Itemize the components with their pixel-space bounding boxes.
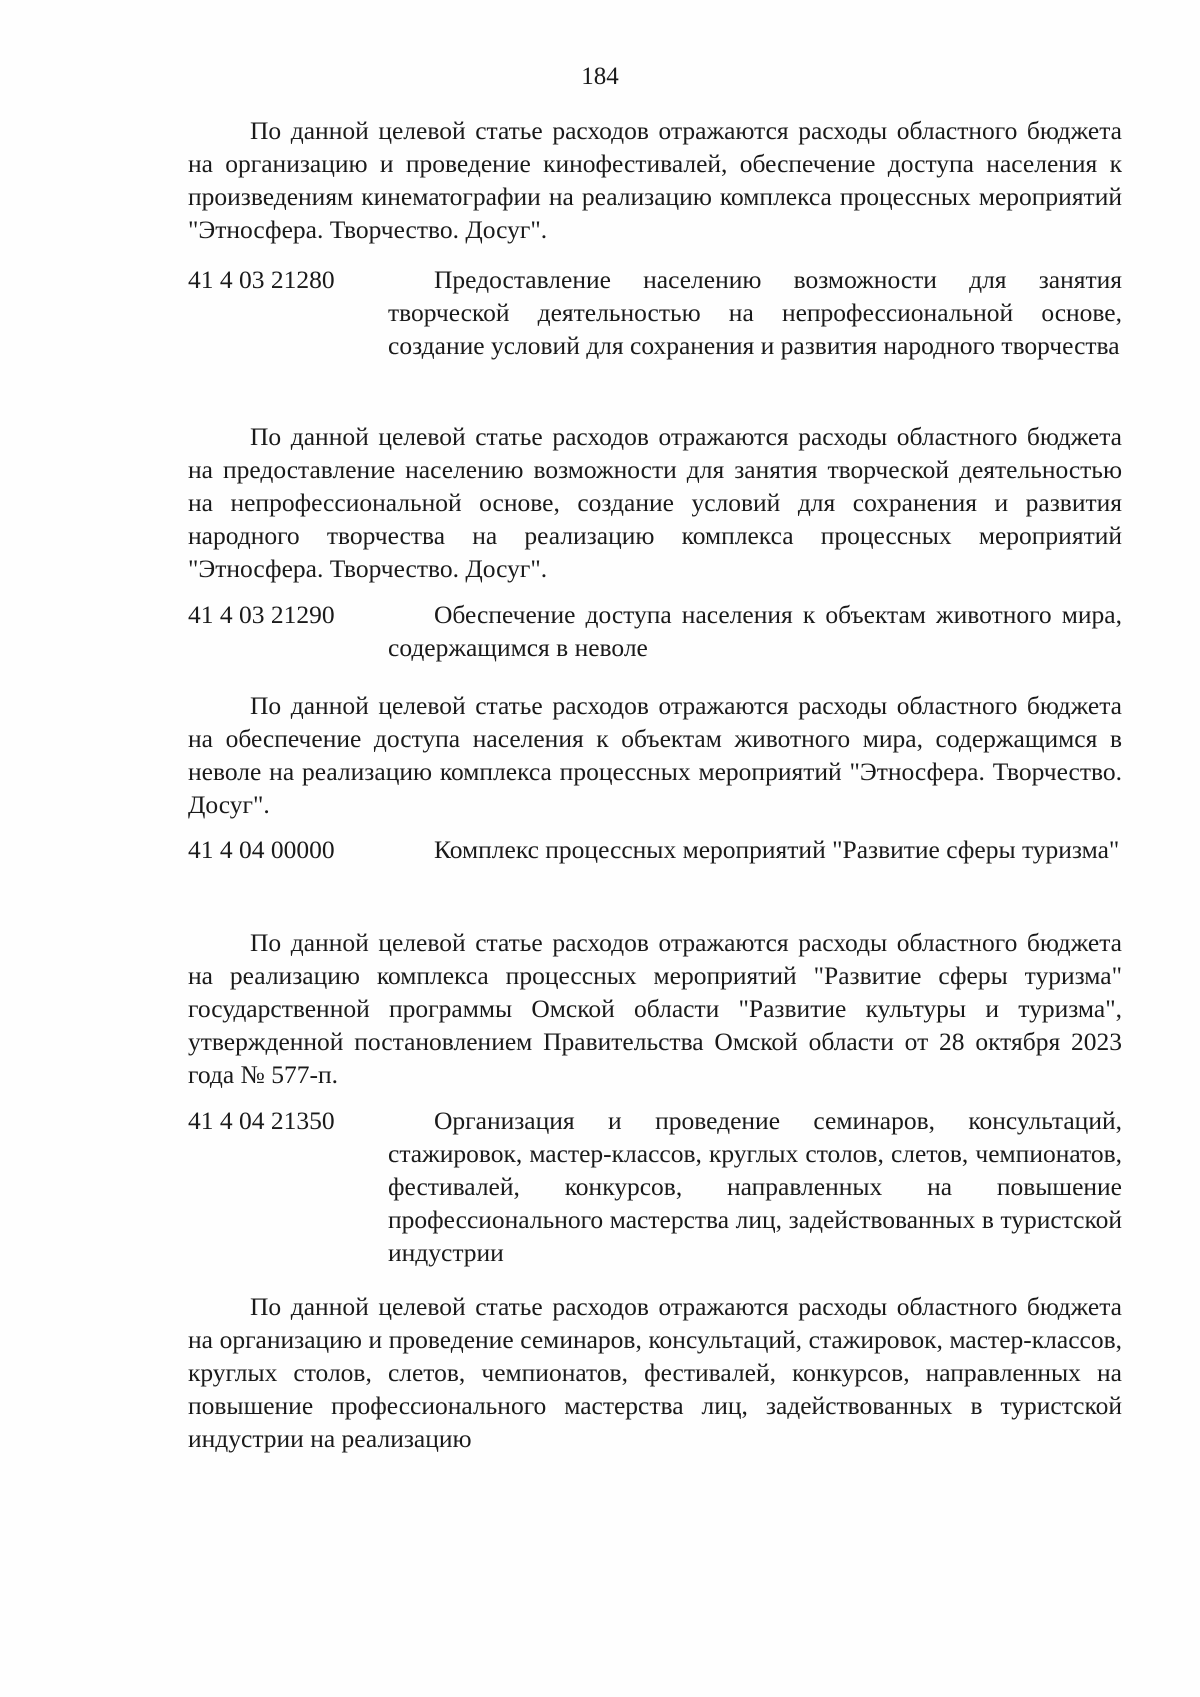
paragraph-tourism-program: По данной целевой статье расходов отражаются расходы областного бюджета на реализацию комплекса процессных мероприятий "Развитие сферы туризма" государственной программы Омской области "Развитие культуры и туризма", утвержденной постановлением Правительства Омской области от 28 октября 2023 года № 577-п. [188, 928, 1122, 1089]
paragraph-kinofestivals: По данной целевой статье расходов отражаются расходы областного бюджета на организацию и проведение кинофестивалей, обеспечение доступа населения к произведениям кинематографии на реализацию комплекса процессных мероприятий "Этносфера. Творчество. Досуг". [188, 116, 1122, 244]
budget-entry-title: Обеспечение доступа населения к объектам животного мира, содержащимся в неволе [388, 600, 1122, 662]
budget-code: 41 4 04 00000 [188, 835, 335, 864]
paragraph-creative-activity: По данной целевой статье расходов отражаются расходы областного бюджета на предоставление населению возможности для занятия творческой деятельностью на непрофессиональной основе, создание условий для сохранения и развития народного творчества на реализацию комплекса процессных мероприятий "Этносфера. Творчество. Досуг". [188, 422, 1122, 583]
budget-code: 41 4 03 21280 [188, 265, 335, 294]
budget-code: 41 4 03 21290 [188, 600, 335, 629]
budget-entry-title: Комплекс процессных мероприятий "Развитие сферы туризма" [434, 835, 1120, 864]
paragraph-seminars: По данной целевой статье расходов отражаются расходы областного бюджета на организацию и проведение семинаров, консультаций, стажировок, мастер-классов, круглых столов, слетов, чемпионатов, фестивалей, конкурсов, направленных на повышение профессионального мастерства лиц, задействованных в туристской индустрии на реализацию [188, 1292, 1122, 1453]
paragraph-animal-world: По данной целевой статье расходов отражаются расходы областного бюджета на обеспечение доступа населения к объектам животного мира, содержащимся в неволе на реализацию комплекса процессных мероприятий "Этносфера. Творчество. Досуг". [188, 691, 1122, 819]
budget-entry-title: Предоставление населению возможности для занятия творческой деятельностью на непрофессиональной основе, создание условий для сохранения и развития народного творчества [388, 265, 1122, 360]
page-number: 184 [581, 63, 619, 90]
budget-code: 41 4 04 21350 [188, 1106, 335, 1135]
budget-entry-title: Организация и проведение семинаров, консультаций, стажировок, мастер-классов, круглых столов, слетов, чемпионатов, фестивалей, конкурсов, направленных на повышение профессионального мастерства лиц, задействованных в туристской индустрии [388, 1106, 1122, 1267]
